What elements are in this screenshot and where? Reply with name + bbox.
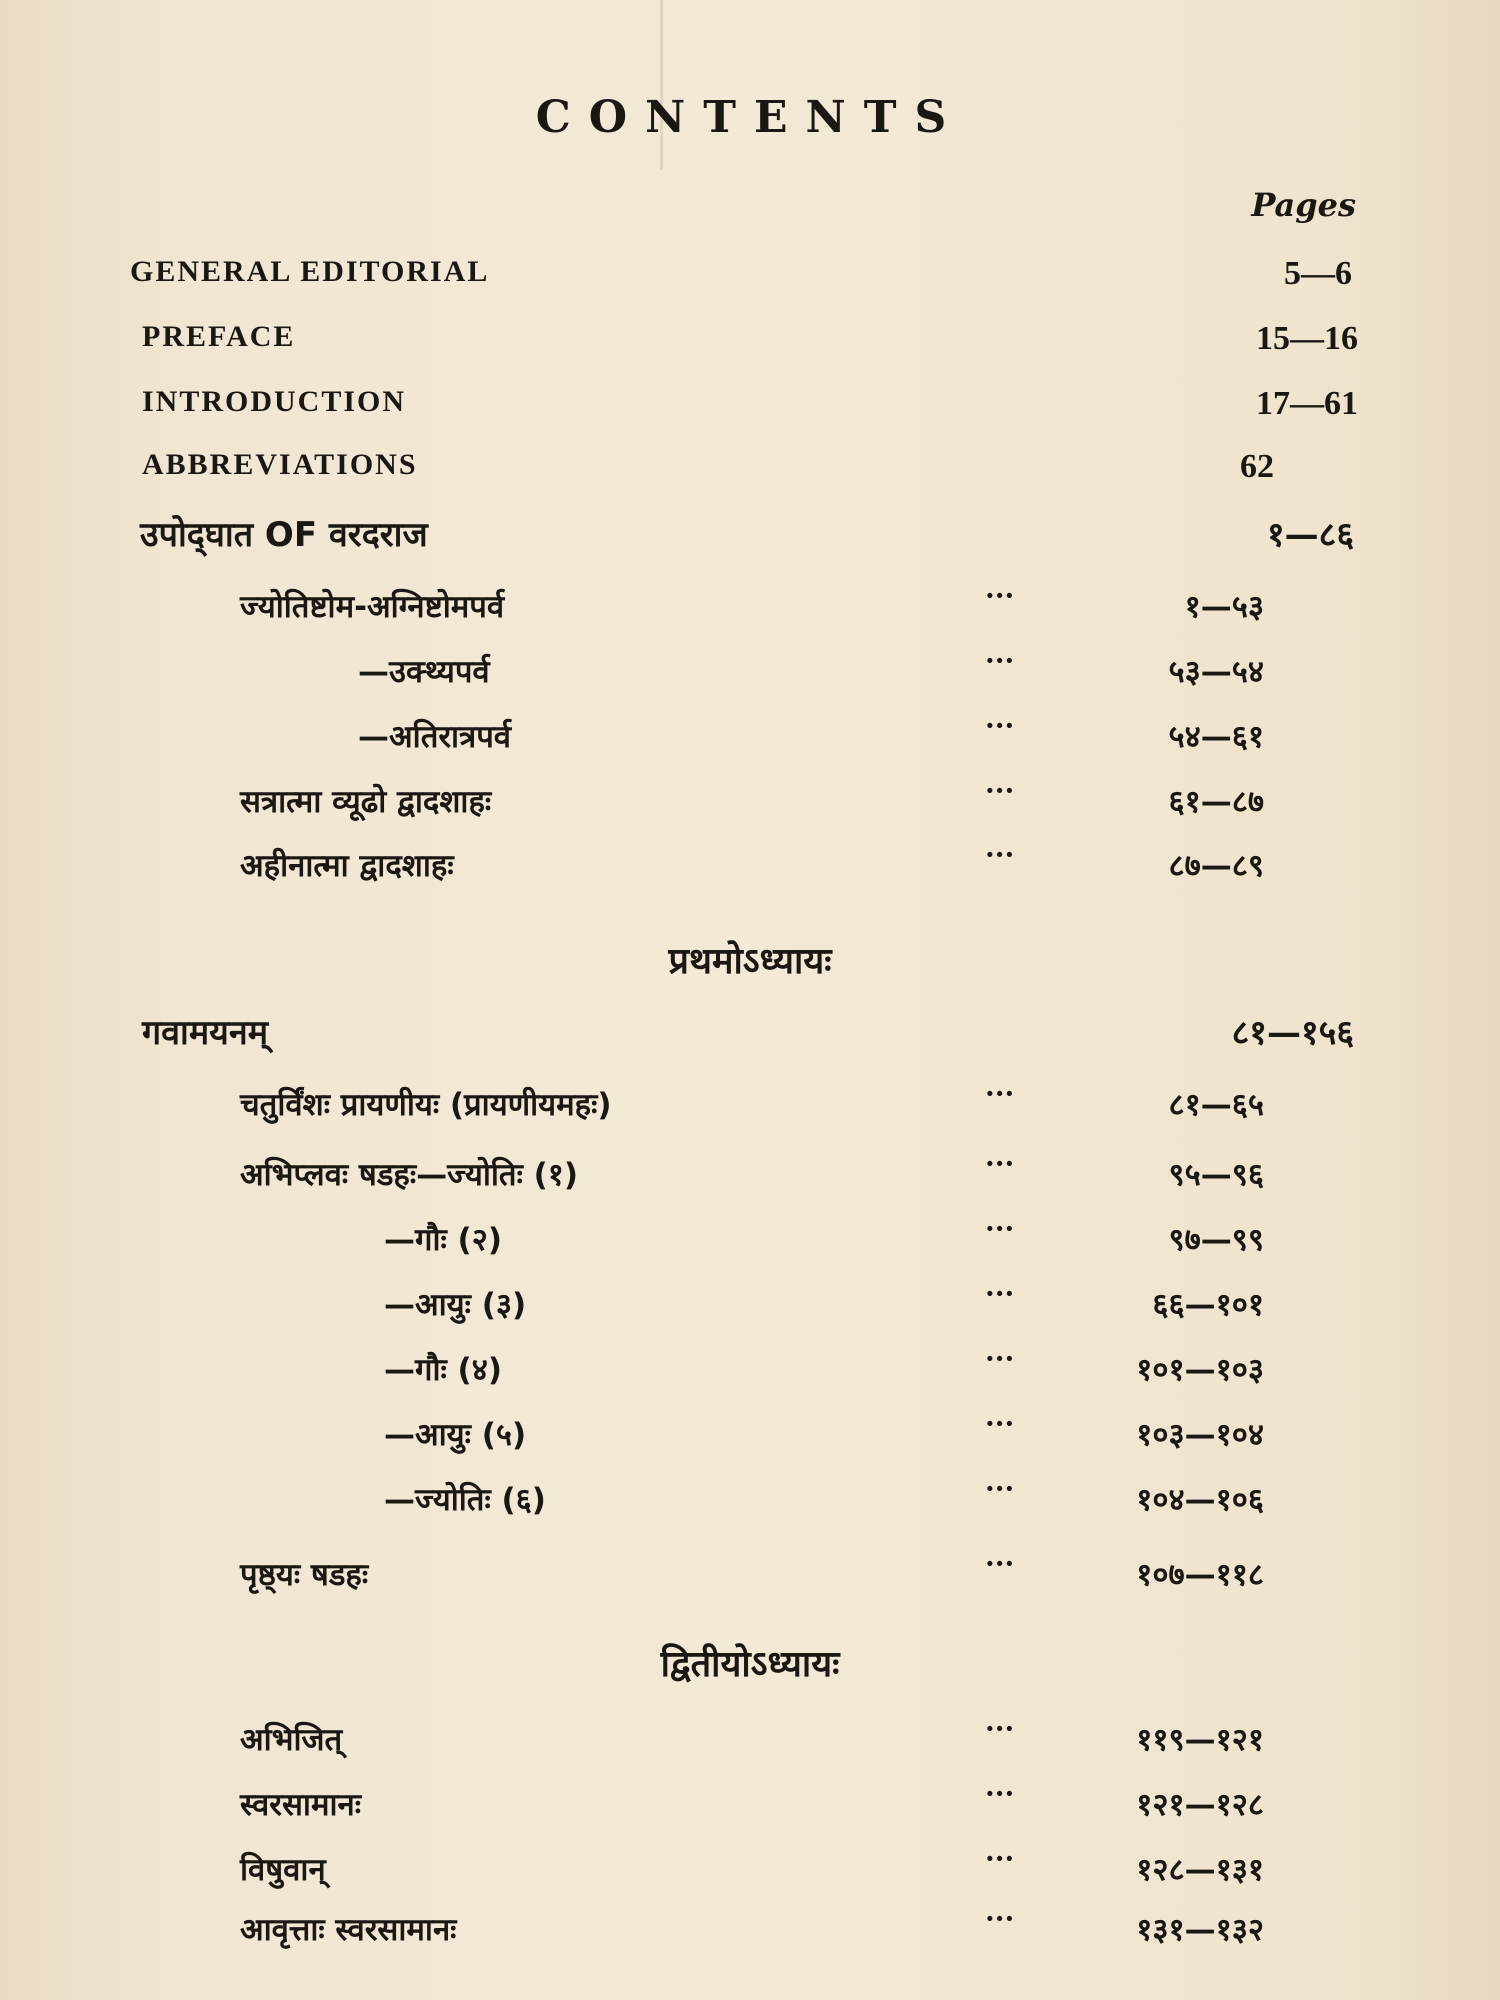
leader-dots: ··· xyxy=(985,1547,1015,1580)
leader-dots: ··· xyxy=(985,709,1015,742)
toc-entry-pages: १२१—१२८ xyxy=(1136,1787,1264,1823)
toc-entry-label: ज्योतिष्टोम-अग्निष्टोमपर्व xyxy=(240,589,505,625)
leader-dots: ··· xyxy=(985,1902,1015,1935)
leader-dots: ··· xyxy=(985,579,1015,612)
toc-section-label: गवामयनम् xyxy=(142,1013,269,1053)
pages-column-label: Pages xyxy=(1251,186,1356,224)
chapter-heading: द्वितीयोऽध्यायः xyxy=(660,1644,840,1685)
toc-entry-label: आवृत्ताः स्वरसामानः xyxy=(240,1912,457,1948)
toc-section-label: उपोद्‌घात OF वरदराज xyxy=(140,515,428,555)
leader-dots: ··· xyxy=(985,1077,1015,1110)
toc-entry xyxy=(0,1777,1500,1833)
toc-entry xyxy=(0,1712,1500,1768)
toc-entry-pages: १०१—१०३ xyxy=(1136,1352,1264,1388)
toc-entry xyxy=(0,579,1500,635)
toc-entry-label: अहीनात्मा द्वादशाहः xyxy=(240,848,454,884)
toc-entry xyxy=(0,448,1500,498)
toc-entry-label: ABBREVIATIONS xyxy=(142,448,418,481)
toc-section xyxy=(0,1008,1500,1058)
chapter-heading: प्रथमोऽध्यायः xyxy=(668,941,832,982)
toc-entry-pages: 5—6 xyxy=(1284,255,1352,292)
toc-entry-pages: 15—16 xyxy=(1256,320,1358,357)
toc-entry-pages: 62 xyxy=(1240,448,1274,485)
toc-entry-pages: १—५३ xyxy=(1184,589,1264,625)
toc-entry xyxy=(0,709,1500,765)
toc-entry-label: अभिप्लवः षडहः—ज्योतिः (१) xyxy=(240,1157,579,1193)
toc-entry xyxy=(0,255,1500,305)
leader-dots: ··· xyxy=(985,644,1015,677)
toc-entry xyxy=(0,1077,1500,1133)
toc-entry-label: INTRODUCTION xyxy=(142,385,407,418)
toc-entry-pages: ९५—९६ xyxy=(1168,1157,1264,1193)
leader-dots: ··· xyxy=(985,774,1015,807)
toc-entry xyxy=(0,838,1500,894)
toc-entry xyxy=(0,1472,1500,1528)
toc-section-pages: १—८६ xyxy=(1266,515,1354,555)
toc-entry xyxy=(0,1407,1500,1463)
toc-entry-pages: ८१—६५ xyxy=(1168,1087,1264,1123)
leader-dots: ··· xyxy=(985,838,1015,871)
toc-entry xyxy=(0,385,1500,435)
toc-section xyxy=(0,510,1500,560)
leader-dots: ··· xyxy=(985,1472,1015,1505)
leader-dots: ··· xyxy=(985,1147,1015,1180)
toc-entry xyxy=(0,1547,1500,1603)
toc-entry-label: अभिजित् xyxy=(240,1722,343,1758)
leader-dots: ··· xyxy=(985,1342,1015,1375)
toc-entry-pages: 17—61 xyxy=(1256,385,1358,422)
leader-dots: ··· xyxy=(985,1277,1015,1310)
toc-entry xyxy=(0,320,1500,370)
toc-entry-label: —गौः (२) xyxy=(384,1222,502,1258)
leader-dots: ··· xyxy=(985,1407,1015,1440)
toc-entry-label: —आयुः (३) xyxy=(384,1287,527,1323)
toc-entry-label: —ज्योतिः (६) xyxy=(384,1482,546,1518)
toc-entry-label: सत्रात्मा व्यूढो द्वादशाहः xyxy=(240,784,492,820)
toc-entry-pages: ६१—८७ xyxy=(1168,784,1264,820)
toc-entry-pages: ५३—५४ xyxy=(1168,654,1264,690)
toc-entry-pages: ८७—८९ xyxy=(1168,848,1264,884)
toc-entry xyxy=(0,644,1500,700)
toc-entry xyxy=(0,1212,1500,1268)
toc-entry-pages: ६६—१०१ xyxy=(1152,1287,1264,1323)
toc-entry xyxy=(0,774,1500,830)
toc-entry-pages: १०७—११८ xyxy=(1136,1557,1264,1593)
toc-entry-label: PREFACE xyxy=(142,320,296,353)
toc-entry xyxy=(0,1342,1500,1398)
toc-entry xyxy=(0,1902,1500,1958)
toc-entry-label: विषुवान् xyxy=(240,1852,326,1888)
page-crease xyxy=(660,0,663,170)
toc-entry-label: GENERAL EDITORIAL xyxy=(130,255,490,288)
leader-dots: ··· xyxy=(985,1712,1015,1745)
toc-entry xyxy=(0,1842,1500,1898)
toc-entry-pages: ५४—६१ xyxy=(1168,719,1264,755)
toc-entry-label: पृष्ठ्यः षडहः xyxy=(240,1557,369,1593)
toc-entry-pages: १३१—१३२ xyxy=(1136,1912,1264,1948)
toc-entry-label: —उक्थ्यपर्व xyxy=(358,654,490,690)
toc-entry-label: स्वरसामानः xyxy=(240,1787,361,1823)
toc-entry xyxy=(0,1147,1500,1203)
toc-entry-label: —अतिरात्रपर्व xyxy=(358,719,512,755)
toc-section-pages: ८१—१५६ xyxy=(1231,1013,1354,1053)
toc-entry-pages: ९७—९९ xyxy=(1168,1222,1264,1258)
toc-entry-pages: ११९—१२१ xyxy=(1136,1722,1264,1758)
leader-dots: ··· xyxy=(985,1212,1015,1245)
toc-entry-label: —आयुः (५) xyxy=(384,1417,527,1453)
toc-entry-pages: १०४—१०६ xyxy=(1136,1482,1264,1518)
toc-entry-pages: १२८—१३१ xyxy=(1136,1852,1264,1888)
leader-dots: ··· xyxy=(985,1777,1015,1810)
page-title: CONTENTS xyxy=(535,92,965,143)
toc-entry-label: —गौः (४) xyxy=(384,1352,502,1388)
toc-entry-label: चतुर्विंशः प्रायणीयः (प्रायणीयमहः) xyxy=(240,1087,612,1123)
toc-entry xyxy=(0,1277,1500,1333)
leader-dots: ··· xyxy=(985,1842,1015,1875)
toc-entry-pages: १०३—१०४ xyxy=(1136,1417,1264,1453)
